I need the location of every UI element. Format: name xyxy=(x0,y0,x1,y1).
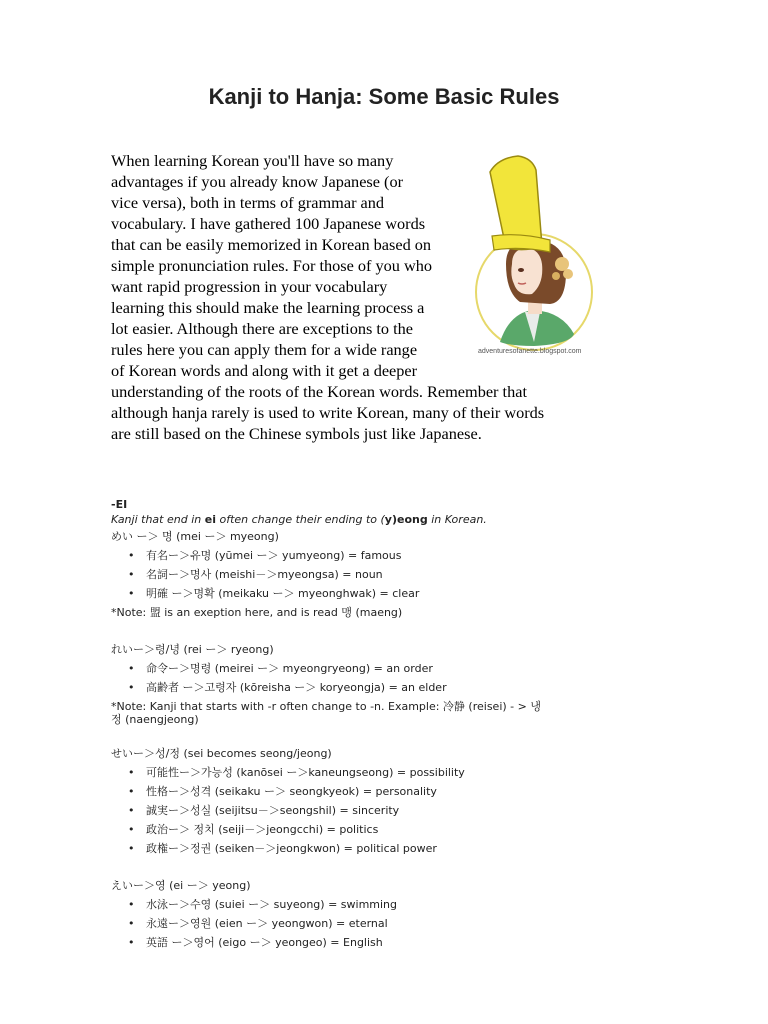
page-title: Kanji to Hanja: Some Basic Rules xyxy=(208,84,560,109)
group-header: せいー＞성/정 (sei becomes seong/jeong) xyxy=(111,747,332,760)
intro-line: although hanja rarely is used to write Korean, many of their words xyxy=(111,403,545,422)
list-item xyxy=(111,546,671,565)
spacer xyxy=(111,622,671,640)
group-note: *Note: Kanji that starts with -r often change to -n. Example: 冷静 (reisei) - > 냉정 (naengjeong) xyxy=(111,700,541,726)
intro-line: When learning Korean you'll have so many xyxy=(111,151,394,170)
item-text: 水泳ー＞수영 (suiei ー＞ suyeong) = swimming xyxy=(146,898,398,911)
group-header: れいー＞령/녕 (rei ー＞ ryeong) xyxy=(111,643,274,656)
item-text: 命令ー＞명령 (meirei ー＞ myeongryeong) = an order xyxy=(146,662,433,675)
bullet-icon: • xyxy=(128,681,135,694)
intro-line: vocabulary. I have gathered 100 Japanese words xyxy=(111,214,426,233)
intro-line: are still based on the Chinese symbols just like Japanese. xyxy=(111,424,482,443)
desc-text: often change their ending to ( xyxy=(215,513,385,526)
list-item xyxy=(111,565,671,584)
bullet-icon: • xyxy=(128,823,135,836)
rules-section xyxy=(111,497,671,952)
intro-line: want rapid progression in your vocabulary xyxy=(111,277,388,296)
bullet-icon: • xyxy=(128,568,135,581)
list-item xyxy=(111,914,671,933)
desc-text: Kanji that end in xyxy=(111,513,205,526)
bullet-icon: • xyxy=(128,549,135,562)
girl-with-tall-yellow-hat-icon xyxy=(470,152,598,352)
item-text: 高齢者 ー＞고령자 (kōreisha ー＞ koryeongja) = an elder xyxy=(146,681,447,694)
intro-line: understanding of the roots of the Korean words. Remember that xyxy=(111,382,527,401)
group-header: めい ー＞ 명 (mei ー＞ myeong) xyxy=(111,530,279,543)
list-item xyxy=(111,933,671,952)
flower-ornament xyxy=(552,272,560,280)
intro-paragraph-bottom xyxy=(111,381,611,444)
intro-line: that can be easily memorized in Korean based on xyxy=(111,235,432,254)
desc-bold: ei xyxy=(204,513,216,526)
list-item xyxy=(111,801,671,820)
item-text: 永遠ー＞영원 (eien ー＞ yeongwon) = eternal xyxy=(146,917,388,930)
flower-ornament xyxy=(563,269,573,279)
intro-line: of Korean words and along with it get a deeper xyxy=(111,361,418,380)
list-item xyxy=(111,763,671,782)
eye-shape xyxy=(518,268,524,272)
item-text: 明確 ー＞명확 (meikaku ー＞ myeonghwak) = clear xyxy=(146,587,420,600)
group-note: *Note: 盟 is an exeption here, and is read 맹 (maeng) xyxy=(111,606,403,619)
item-text: 誠実ー＞성실 (seijitsu－＞seongshil) = sincerity xyxy=(146,804,400,817)
bullet-icon: • xyxy=(128,785,135,798)
list-item xyxy=(111,895,671,914)
face-shape xyxy=(511,248,542,294)
group-header: えいー＞영 (ei ー＞ yeong) xyxy=(111,879,251,892)
bullet-icon: • xyxy=(128,766,135,779)
list-item xyxy=(111,839,671,858)
item-text: 有名ー＞유명 (yūmei ー＞ yumyeong) = famous xyxy=(146,549,402,562)
bullet-icon: • xyxy=(128,842,135,855)
bullet-icon: • xyxy=(128,898,135,911)
spacer xyxy=(111,726,671,744)
bullet-icon: • xyxy=(128,662,135,675)
intro-paragraph-top xyxy=(111,150,471,381)
intro-line: simple pronunciation rules. For those of you who xyxy=(111,256,433,275)
desc-bold: y)eong xyxy=(384,513,428,526)
bullet-icon: • xyxy=(128,804,135,817)
bullet-icon: • xyxy=(128,917,135,930)
illustration-credit: adventuresofanette.blogspot.com xyxy=(478,348,582,355)
item-text: 政治ー＞ 정치 (seiji－＞jeongcchi) = politics xyxy=(146,823,379,836)
item-text: 可能性ー＞가능성 (kanōsei ー＞kaneungseong) = possibility xyxy=(146,766,465,779)
list-item xyxy=(111,584,671,603)
item-text: 政権ー＞정권 (seiken－＞jeongkwon) = political power xyxy=(146,842,437,855)
girl-with-hat-illustration xyxy=(470,152,598,362)
item-text: 英語 ー＞영어 (eigo ー＞ yeongeo) = English xyxy=(146,936,383,949)
item-text: 名詞ー＞명사 (meishi－＞myeongsa) = noun xyxy=(146,568,383,581)
section-description xyxy=(111,512,671,527)
intro-line: rules here you can apply them for a wide range xyxy=(111,340,418,359)
desc-text: in Korean. xyxy=(427,513,487,526)
list-item xyxy=(111,659,671,678)
intro-line: vice versa), both in terms of grammar and xyxy=(111,193,385,212)
bullet-icon: • xyxy=(128,936,135,949)
list-item xyxy=(111,678,671,697)
flower-ornament xyxy=(555,257,569,271)
list-item xyxy=(111,820,671,839)
intro-line: lot easier. Although there are exceptions to the xyxy=(111,319,414,338)
spacer xyxy=(111,858,671,876)
intro-line: advantages if you already know Japanese (or xyxy=(111,172,404,191)
bullet-icon: • xyxy=(128,587,135,600)
section-heading: -EI xyxy=(111,498,128,511)
item-text: 性格ー＞성격 (seikaku ー＞ seongkyeok) = personality xyxy=(146,785,437,798)
intro-line: learning this should make the learning process a xyxy=(111,298,425,317)
list-item xyxy=(111,782,671,801)
